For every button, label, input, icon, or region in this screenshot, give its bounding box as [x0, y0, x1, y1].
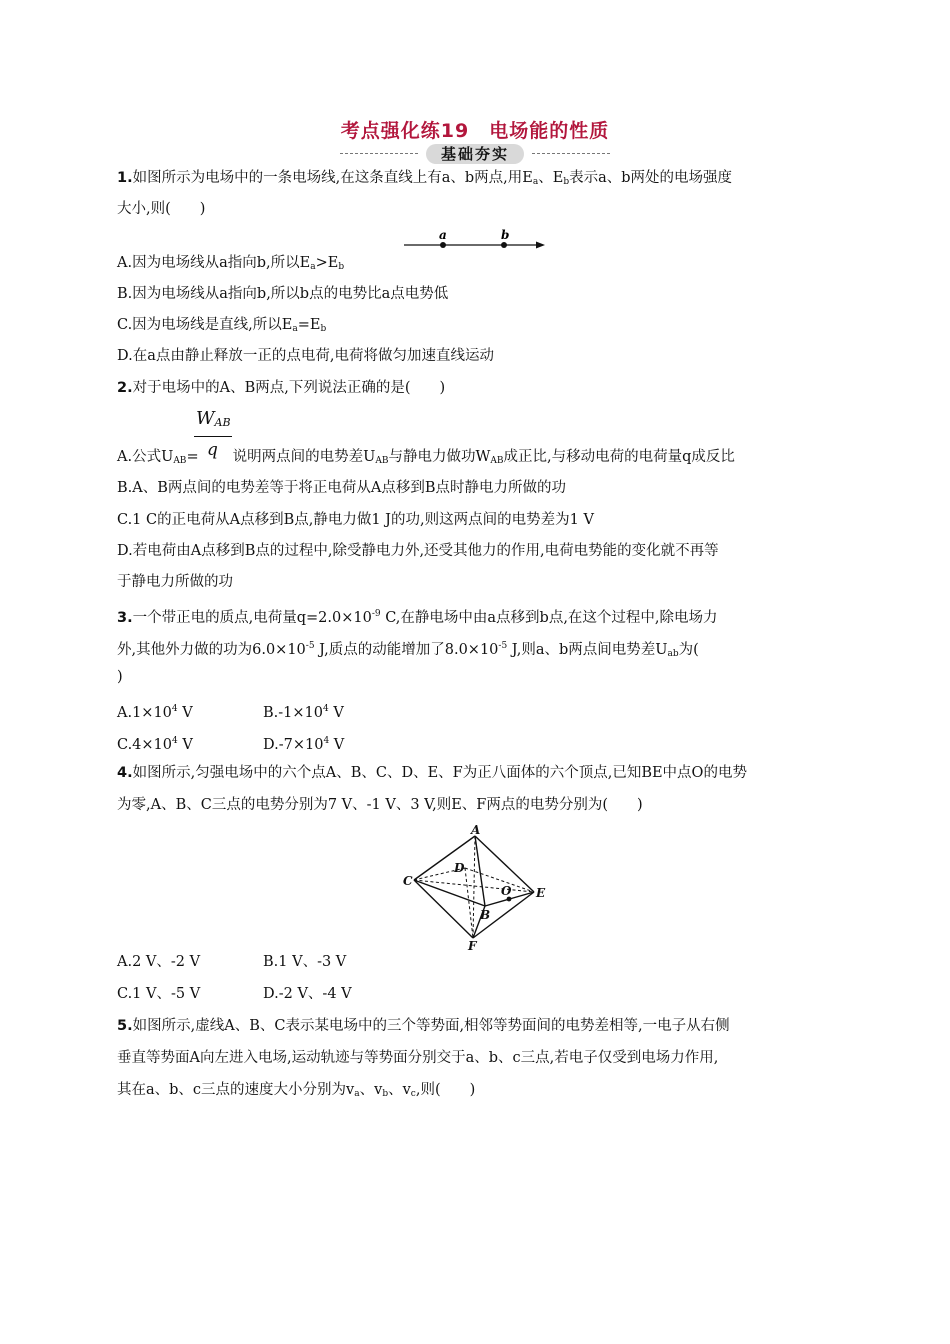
q2-number: 2.	[117, 380, 133, 396]
q4-stem-line1	[117, 763, 747, 783]
q3-text: B.-1×10	[263, 705, 323, 721]
q3-sup: -5	[498, 641, 508, 651]
q5-text: 、v	[388, 1082, 411, 1098]
q3-option-b	[263, 699, 344, 723]
point-b-dot	[501, 242, 507, 248]
q3-text: V	[177, 705, 193, 721]
q2-option-a	[117, 447, 735, 471]
q4-octahedron-figure	[400, 822, 550, 954]
q5-sub: a	[354, 1089, 360, 1099]
q5-number: 5.	[117, 1018, 133, 1034]
fraction-bar	[194, 436, 232, 437]
q1-text: =E	[297, 317, 321, 333]
q1-text: A.因为电场线从a指向b,所以E	[117, 255, 311, 271]
q2-text: 成正比,与移动电荷的电荷量q成反比	[503, 449, 735, 465]
q2-text: 对于电场中的A、B两点,下列说法正确的是( )	[132, 380, 446, 396]
q3-text: C.4×10	[117, 737, 173, 753]
q3-stem-line2	[117, 636, 699, 664]
axis-AF	[473, 836, 475, 938]
q1-sub: a	[292, 324, 298, 334]
q2-option-d-line2: 于静电力所做的功	[117, 574, 233, 590]
q4-stem-line2: 为零,A、B、C三点的电势分别为7 V、-1 V、3 V,则E、F两点的电势分别为( )	[117, 797, 643, 813]
q3-sub: ab	[667, 649, 679, 659]
label-D: D	[454, 861, 465, 875]
label-a: a	[439, 228, 447, 242]
q2-text: =	[186, 449, 199, 465]
q3-text: 为(	[678, 642, 699, 658]
q3-option-a	[117, 699, 193, 723]
label-O: O	[501, 884, 512, 898]
q5-sub: b	[382, 1089, 389, 1099]
q5-stem-line1	[117, 1016, 730, 1036]
q1-field-line-figure	[400, 228, 550, 252]
q1-option-a	[117, 253, 344, 277]
q2-text: 说明两点间的电势差U	[232, 449, 376, 465]
label-B: B	[480, 908, 491, 922]
label-E: E	[536, 886, 546, 900]
q3-text: V	[177, 737, 193, 753]
fraction-denominator: q	[207, 440, 218, 460]
q2-option-c: C.1 C的正电荷从A点移到B点,静电力做1 J的功,则这两点间的电势差为1 V	[117, 512, 594, 528]
q3-sup: -9	[371, 609, 381, 619]
q5-sub: c	[410, 1089, 416, 1099]
q3-stem-line3: )	[117, 669, 123, 685]
label-b: b	[501, 228, 510, 242]
q2-option-d-line1: D.若电荷由A点移到B点的过程中,除受静电力外,还受其他力的作用,电荷电势能的变化就不再等	[117, 543, 719, 559]
q3-sup: 4	[172, 736, 178, 746]
edge-FC	[414, 880, 473, 938]
q5-text: 如图所示,虚线A、B、C表示某电场中的三个等势面,相邻等势面间的电势差相等,一电子从右侧	[132, 1018, 730, 1034]
frac-sub: AB	[214, 416, 231, 429]
q1-text: 、E	[538, 170, 564, 186]
q3-option-c	[117, 731, 193, 755]
q1-option-b: B.因为电场线从a指向b,所以b点的电势比a点电势低	[117, 286, 449, 302]
q1-stem-line2: 大小,则( )	[117, 201, 206, 217]
arrow-head-icon	[536, 242, 545, 249]
q2-sub: AB	[490, 456, 504, 466]
q4-text: 如图所示,匀强电场中的六个点A、B、C、D、E、F为正八面体的六个顶点,已知BE中点O的电势	[132, 765, 747, 781]
q2-sub: AB	[375, 456, 389, 466]
q1-text: C.因为电场线是直线,所以E	[117, 317, 293, 333]
q1-option-c	[117, 315, 326, 339]
q3-text: V	[329, 737, 345, 753]
edge-AC	[414, 836, 475, 880]
edge-AB	[475, 836, 485, 906]
q1-sub: a	[310, 262, 316, 272]
q3-text: A.1×10	[117, 705, 172, 721]
section-rule-left	[340, 153, 418, 154]
section-header	[340, 144, 610, 166]
edge-DF	[465, 868, 473, 938]
edge-DE	[465, 868, 534, 892]
point-a-dot	[440, 242, 446, 248]
q3-text: J,则a、b两点间电势差U	[507, 642, 668, 658]
q3-text: D.-7×10	[263, 737, 324, 753]
section-label: 基础夯实	[426, 144, 524, 164]
label-F: F	[468, 939, 477, 953]
q4-option-d: D.-2 V、-4 V	[263, 986, 352, 1002]
q4-number: 4.	[117, 765, 133, 781]
q1-stem-line1	[117, 168, 732, 192]
q1-number: 1.	[117, 170, 133, 186]
page-title: 考点强化练19 电场能的性质	[340, 120, 610, 142]
q2-stem	[117, 378, 445, 398]
q3-text: J,质点的动能增加了8.0×10	[314, 642, 499, 658]
q3-number: 3.	[117, 610, 133, 626]
q2-text: A.公式U	[117, 449, 174, 465]
frac-w: W	[196, 408, 215, 429]
q2-text: 与静电力做功W	[388, 449, 491, 465]
section-rule-right	[532, 153, 610, 154]
q4-option-b: B.1 V、-3 V	[263, 954, 347, 970]
q1-text: 表示a、b两处的电场强度	[569, 170, 733, 186]
label-A: A	[471, 823, 481, 837]
q5-stem-line2: 垂直等势面A向左进入电场,运动轨迹与等势面分别交于a、b、c三点,若电子仅受到电场力作用,	[117, 1050, 719, 1066]
q4-option-c: C.1 V、-5 V	[117, 986, 201, 1002]
q3-text: 外,其他外力做的功为6.0×10	[117, 642, 306, 658]
q5-stem-line3	[117, 1080, 475, 1104]
q3-stem-line1	[117, 604, 718, 628]
q3-sup: 4	[323, 736, 330, 746]
q5-text: ,则( )	[415, 1082, 476, 1098]
q3-text: V	[328, 705, 344, 721]
q1-sub: a	[532, 177, 539, 187]
q1-text: 如图所示为电场中的一条电场线,在这条直线上有a、b两点,用E	[132, 170, 533, 186]
q5-text: 、v	[359, 1082, 383, 1098]
q1-text: >E	[315, 255, 339, 271]
q1-sub: b	[563, 177, 570, 187]
q1-option-d: D.在a点由静止释放一正的点电荷,电荷将做匀加速直线运动	[117, 348, 494, 364]
q5-text: 其在a、b、c三点的速度大小分别为v	[117, 1082, 355, 1098]
label-C: C	[403, 874, 413, 888]
q1-sub: b	[320, 324, 327, 334]
q4-option-a: A.2 V、-2 V	[117, 954, 201, 970]
q3-text: C,在静电场中由a点移到b点,在这个过程中,除电场力	[380, 610, 718, 626]
q3-option-d	[263, 731, 344, 755]
q2-option-b: B.A、B两点间的电势差等于将正电荷从A点移到B点时静电力所做的功	[117, 480, 567, 496]
q3-sup: 4	[171, 704, 178, 714]
q2-sub: AB	[173, 456, 187, 466]
q3-sup: -5	[305, 641, 315, 651]
fraction-numerator	[196, 408, 231, 429]
q1-sub: b	[338, 262, 345, 272]
q3-sup: 4	[323, 704, 329, 714]
q3-text: 一个带正电的质点,电荷量q=2.0×10	[132, 610, 372, 626]
